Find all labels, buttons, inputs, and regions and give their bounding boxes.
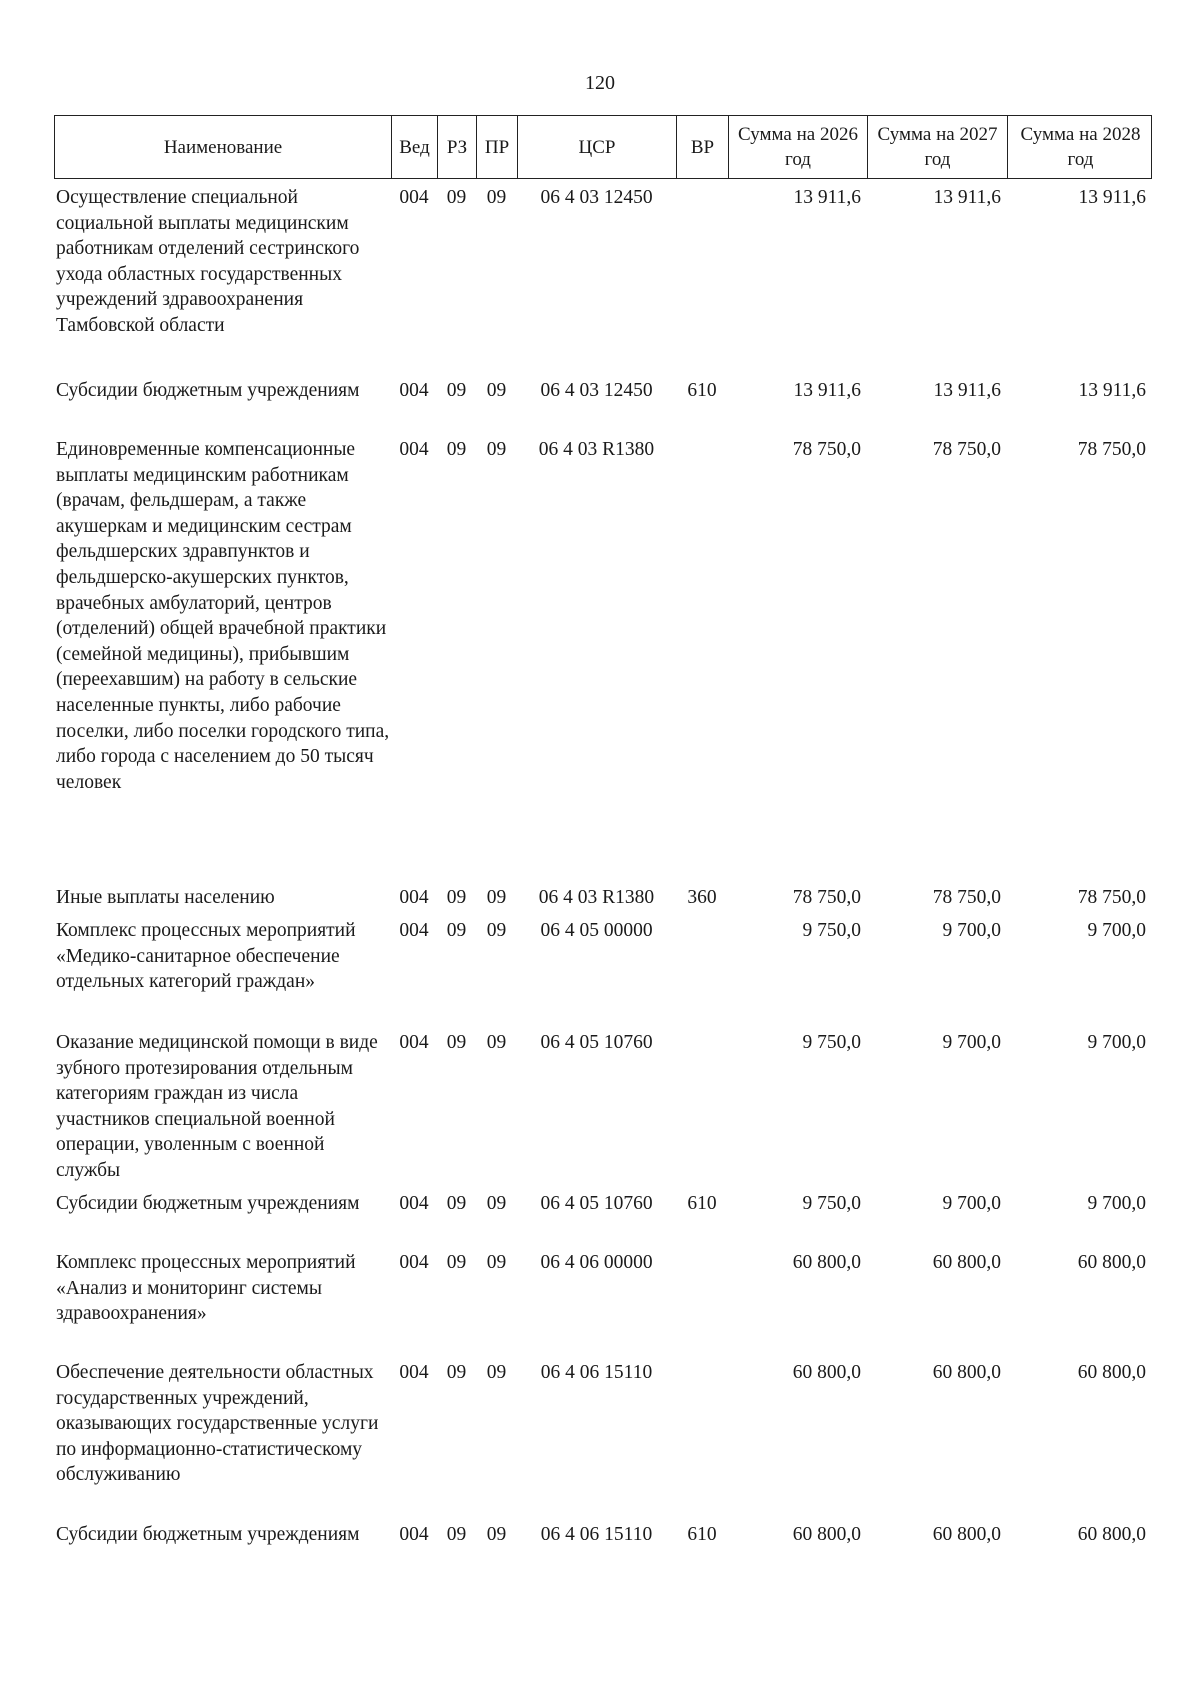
row-sum-2027: 78 750,0: [932, 439, 1001, 460]
row-pr: 09: [486, 1032, 507, 1053]
row-rz: 09: [446, 1362, 467, 1383]
row-sum-2027: 13 911,6: [933, 187, 1001, 208]
row-ved: 004: [399, 187, 429, 208]
table-row: [54, 1360, 1152, 1488]
row-sum-2026: 9 750,0: [802, 1193, 861, 1214]
header-sum-2027: Сумма на 2027 год: [868, 116, 1008, 178]
row-pr: 09: [486, 380, 507, 401]
row-sum-2027: 9 700,0: [942, 1032, 1001, 1053]
row-rz: 09: [446, 887, 467, 908]
table-row: [54, 918, 1152, 995]
row-sum-2026: 9 750,0: [802, 1032, 861, 1053]
row-rz: 09: [446, 1252, 467, 1273]
row-pr: 09: [486, 887, 507, 908]
row-sum-2026: 78 750,0: [792, 439, 861, 460]
row-ved: 004: [399, 439, 429, 460]
table-row: [54, 1522, 1152, 1548]
row-rz: 09: [446, 439, 467, 460]
row-sum-2028: 60 800,0: [1077, 1524, 1146, 1545]
table-header: [54, 115, 1152, 179]
row-vr: [676, 918, 728, 995]
row-ved: 004: [399, 1032, 429, 1053]
row-ved: 004: [399, 1193, 429, 1214]
row-rz: 09: [446, 380, 467, 401]
table-row: [54, 1191, 1152, 1217]
row-csr: 06 4 03 R1380: [538, 439, 655, 460]
row-name: Комплекс процессных мероприятий «Медико-санитарное обеспечение отдельных категорий граждан»: [56, 920, 356, 993]
row-vr: [676, 1250, 728, 1327]
row-sum-2026: 60 800,0: [792, 1524, 861, 1545]
row-rz: 09: [446, 1032, 467, 1053]
row-vr: [676, 1360, 728, 1488]
row-csr: 06 4 03 12450: [540, 380, 653, 401]
row-sum-2028: 13 911,6: [1078, 380, 1146, 401]
row-ved: 004: [399, 887, 429, 908]
row-csr: 06 4 03 R1380: [538, 887, 655, 908]
row-name: Осуществление специальной социальной выплаты медицинским работникам отделений сестринского ухода областных государственных учреждений здравоохранения Тамбовской области: [56, 187, 360, 336]
page-number: 120: [585, 72, 615, 94]
row-sum-2028: 13 911,6: [1078, 187, 1146, 208]
row-sum-2026: 60 800,0: [792, 1362, 861, 1383]
table-row: [54, 378, 1152, 404]
row-ved: 004: [399, 1524, 429, 1545]
row-csr: 06 4 06 15110: [540, 1362, 653, 1383]
row-ved: 004: [399, 380, 429, 401]
header-pr: ПР: [477, 116, 518, 178]
row-rz: 09: [446, 187, 467, 208]
row-name: Комплекс процессных мероприятий «Анализ и мониторинг системы здравоохранения»: [56, 1252, 356, 1325]
header-sum-2028: Сумма на 2028 год: [1020, 124, 1141, 170]
header-vr: ВР: [677, 116, 729, 178]
row-sum-2027: 60 800,0: [932, 1252, 1001, 1273]
row-sum-2027: 9 700,0: [942, 920, 1001, 941]
row-ved: 004: [399, 1252, 429, 1273]
row-sum-2027: 13 911,6: [933, 380, 1001, 401]
header-name: Наименование: [55, 116, 392, 178]
row-sum-2027: 60 800,0: [932, 1362, 1001, 1383]
row-pr: 09: [486, 1362, 507, 1383]
row-vr: 610: [687, 380, 717, 401]
row-sum-2026: 9 750,0: [802, 920, 861, 941]
row-csr: 06 4 05 10760: [540, 1032, 653, 1053]
row-pr: 09: [486, 187, 507, 208]
row-sum-2028: 60 800,0: [1077, 1362, 1146, 1383]
row-csr: 06 4 05 00000: [540, 920, 653, 941]
row-sum-2028: 9 700,0: [1087, 920, 1146, 941]
table-row: [54, 437, 1152, 795]
row-sum-2028: 78 750,0: [1077, 439, 1146, 460]
row-sum-2028: 9 700,0: [1087, 1032, 1146, 1053]
row-vr: 360: [687, 887, 717, 908]
table-row: [54, 1250, 1152, 1327]
row-rz: 09: [446, 1524, 467, 1545]
row-name: Иные выплаты населению: [56, 887, 275, 908]
row-vr: 610: [687, 1193, 717, 1214]
row-name: Субсидии бюджетным учреждениям: [56, 1524, 360, 1545]
row-name: Субсидии бюджетным учреждениям: [56, 1193, 360, 1214]
row-sum-2026: 13 911,6: [793, 187, 861, 208]
row-csr: 06 4 03 12450: [540, 187, 653, 208]
row-pr: 09: [486, 439, 507, 460]
row-csr: 06 4 05 10760: [540, 1193, 653, 1214]
row-sum-2026: 13 911,6: [793, 380, 861, 401]
row-vr: [676, 1030, 728, 1184]
row-pr: 09: [486, 1252, 507, 1273]
row-ved: 004: [399, 920, 429, 941]
row-sum-2027: 9 700,0: [942, 1193, 1001, 1214]
row-sum-2027: 78 750,0: [932, 887, 1001, 908]
row-name: Оказание медицинской помощи в виде зубного протезирования отдельным категориям граждан из числа участников специальной военной операции, уволенным с военной службы: [56, 1032, 378, 1181]
row-pr: 09: [486, 920, 507, 941]
header-csr: ЦСР: [518, 116, 677, 178]
table-row: [54, 1030, 1152, 1184]
table-row: [54, 885, 1152, 911]
row-pr: 09: [486, 1524, 507, 1545]
row-rz: 09: [446, 920, 467, 941]
row-vr: 610: [687, 1524, 717, 1545]
row-sum-2028: 9 700,0: [1087, 1193, 1146, 1214]
row-csr: 06 4 06 00000: [540, 1252, 653, 1273]
row-name: Субсидии бюджетным учреждениям: [56, 380, 360, 401]
row-sum-2028: 78 750,0: [1077, 887, 1146, 908]
row-sum-2028: 60 800,0: [1077, 1252, 1146, 1273]
header-rz: РЗ: [438, 116, 477, 178]
row-sum-2027: 60 800,0: [932, 1524, 1001, 1545]
row-sum-2026: 60 800,0: [792, 1252, 861, 1273]
row-rz: 09: [446, 1193, 467, 1214]
header-sum-2026: Сумма на 2026 год: [729, 116, 868, 178]
row-vr: [676, 185, 728, 339]
row-csr: 06 4 06 15110: [540, 1524, 653, 1545]
row-ved: 004: [399, 1362, 429, 1383]
row-pr: 09: [486, 1193, 507, 1214]
table-row: [54, 185, 1152, 339]
row-name: Единовременные компенсационные выплаты медицинским работникам (врачам, фельдшерам, а также акушеркам и медицинским сестрам фельдшерских здравпунктов и фельдшерско-акушерских пунктов, врачебных амбулаторий, центров (отделений) общей врачебной практики (семейной медицины), прибывшим (переехавшим) на работу в сельские населенные пункты, либо рабочие поселки, либо поселки городского типа, либо города с населением до 50 тысяч человек: [56, 439, 390, 793]
row-name: Обеспечение деятельности областных государственных учреждений, оказывающих государственные услуги по информационно-статистическому обслуживанию: [56, 1362, 379, 1486]
row-sum-2026: 78 750,0: [792, 887, 861, 908]
header-ved: Вед: [392, 116, 438, 178]
row-vr: [676, 437, 728, 795]
